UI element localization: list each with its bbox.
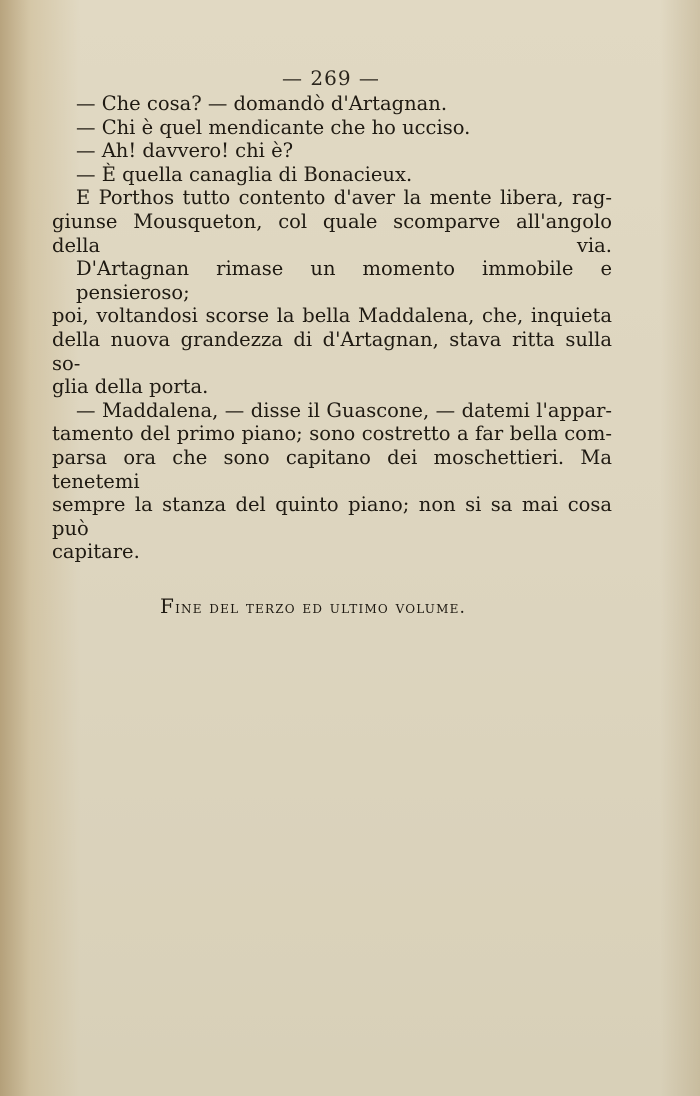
text-line: — Ah! davvero! chi è? (76, 139, 294, 163)
closing-text: ine del terzo ed ultimo volume. (175, 598, 467, 618)
page-number: — 269 — (282, 66, 380, 90)
text-line: giunse Mousqueton, col quale scomparve all'angolo della via. (52, 209, 612, 257)
closing-initial: F (160, 594, 176, 618)
text-line: glia della porta. (52, 375, 209, 399)
text-line: parsa ora che sono capitano dei moschettieri. Ma tenetemi (52, 445, 612, 493)
text-line: della nuova grandezza di d'Artagnan, stava ritta sulla so- (52, 327, 612, 375)
text-line: — Chi è quel mendicante che ho ucciso. (76, 115, 471, 139)
text-line: — Che cosa? — domandò d'Artagnan. (76, 92, 448, 115)
closing-line (160, 594, 520, 618)
text-line: — È quella canaglia di Bonacieux. (76, 162, 413, 186)
text-line: poi, voltandosi scorse la bella Maddalena, che, inquieta (52, 304, 612, 328)
text-line: capitare. (52, 540, 140, 564)
text-line: D'Artagnan rimase un momento immobile e pensieroso; (76, 257, 612, 304)
text-line: tamento del primo piano; sono costretto a far bella com- (52, 422, 612, 446)
body-text (52, 92, 612, 564)
text-line: — Maddalena, — disse il Guascone, — datemi l'appar- (76, 398, 612, 422)
text-line: sempre la stanza del quinto piano; non si sa mai cosa può (52, 493, 612, 540)
text-line: E Porthos tutto contento d'aver la mente libera, rag- (76, 186, 612, 210)
